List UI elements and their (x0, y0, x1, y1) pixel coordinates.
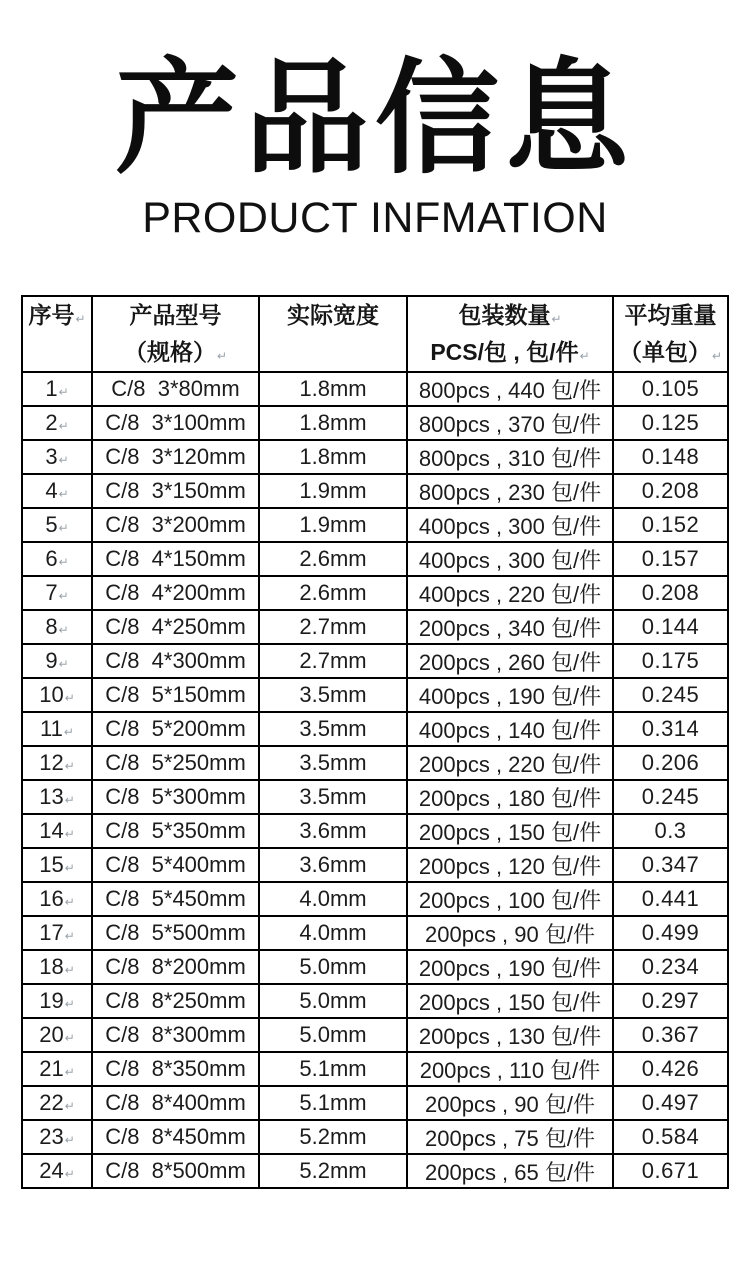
cell-width: 2.7mm (259, 644, 407, 678)
cell-width: 5.2mm (259, 1154, 407, 1188)
cell-serial (22, 1052, 92, 1086)
serial-value: 12 (39, 750, 64, 776)
cell-weight: 0.148 (613, 440, 728, 474)
table-row (22, 950, 728, 984)
table-row (22, 1052, 728, 1086)
cell-model: C/8 8*200mm (92, 950, 259, 984)
cell-model: C/8 8*300mm (92, 1018, 259, 1052)
cell-width: 2.6mm (259, 542, 407, 576)
table-row (22, 882, 728, 916)
serial-value: 5 (45, 512, 58, 538)
cell-weight: 0.367 (613, 1018, 728, 1052)
cell-serial (22, 848, 92, 882)
serial-value: 22 (39, 1090, 64, 1116)
product-spec-table (21, 295, 729, 1189)
paragraph-mark-icon: ↵ (58, 385, 69, 400)
cell-packing: 400pcs , 300 包/件 (407, 542, 613, 576)
table-row (22, 1120, 728, 1154)
cell-model: C/8 3*120mm (92, 440, 259, 474)
header-model-line1: 产品型号 (129, 302, 222, 329)
header-serial (22, 296, 92, 372)
cell-packing: 200pcs , 340 包/件 (407, 610, 613, 644)
cell-width: 3.5mm (259, 780, 407, 814)
cell-weight: 0.347 (613, 848, 728, 882)
cell-width: 1.9mm (259, 474, 407, 508)
cell-model: C/8 5*200mm (92, 712, 259, 746)
cell-packing: 400pcs , 300 包/件 (407, 508, 613, 542)
cell-weight: 0.245 (613, 678, 728, 712)
table-row (22, 474, 728, 508)
table-row (22, 610, 728, 644)
cell-width: 5.0mm (259, 950, 407, 984)
cell-width: 3.6mm (259, 814, 407, 848)
cell-weight: 0.497 (613, 1086, 728, 1120)
paragraph-mark-icon: ↵ (58, 589, 69, 604)
cell-serial (22, 678, 92, 712)
table-row (22, 644, 728, 678)
paragraph-mark-icon: ↵ (64, 1065, 75, 1080)
header-weight (613, 296, 728, 372)
table-row (22, 746, 728, 780)
cell-serial (22, 508, 92, 542)
cell-weight: 0.584 (613, 1120, 728, 1154)
cell-weight: 0.499 (613, 916, 728, 950)
table-row (22, 916, 728, 950)
paragraph-mark-icon: ↵ (64, 861, 75, 876)
paragraph-mark-icon: ↵ (58, 623, 69, 638)
cell-packing: 800pcs , 230 包/件 (407, 474, 613, 508)
serial-value: 6 (45, 546, 58, 572)
cell-packing: 200pcs , 190 包/件 (407, 950, 613, 984)
cell-model: C/8 5*150mm (92, 678, 259, 712)
cell-packing: 200pcs , 100 包/件 (407, 882, 613, 916)
serial-value: 10 (39, 682, 64, 708)
serial-value: 17 (39, 920, 64, 946)
cell-packing: 200pcs , 90 包/件 (407, 916, 613, 950)
cell-width: 5.1mm (259, 1086, 407, 1120)
table-row (22, 406, 728, 440)
cell-weight: 0.234 (613, 950, 728, 984)
serial-value: 20 (39, 1022, 64, 1048)
paragraph-mark-icon: ↵ (58, 419, 69, 434)
cell-weight: 0.206 (613, 746, 728, 780)
paragraph-mark-icon: ↵ (64, 759, 75, 774)
cell-width: 5.0mm (259, 1018, 407, 1052)
paragraph-mark-icon: ↵ (64, 895, 75, 910)
paragraph-mark-icon: ↵ (63, 725, 74, 740)
cell-serial (22, 950, 92, 984)
cell-packing: 400pcs , 220 包/件 (407, 576, 613, 610)
header-width-label: 实际宽度 (287, 302, 379, 329)
table-row (22, 542, 728, 576)
cell-serial (22, 1086, 92, 1120)
cell-serial (22, 610, 92, 644)
cell-width: 4.0mm (259, 916, 407, 950)
cell-width: 2.7mm (259, 610, 407, 644)
paragraph-mark-icon: ↵ (551, 312, 562, 327)
paragraph-mark-icon: ↵ (64, 997, 75, 1012)
cell-model: C/8 4*150mm (92, 542, 259, 576)
serial-value: 15 (39, 852, 64, 878)
cell-width: 1.8mm (259, 440, 407, 474)
serial-value: 19 (39, 988, 64, 1014)
cell-model: C/8 5*300mm (92, 780, 259, 814)
paragraph-mark-icon: ↵ (64, 691, 75, 706)
cell-packing: 200pcs , 150 包/件 (407, 984, 613, 1018)
cell-weight: 0.245 (613, 780, 728, 814)
cell-width: 4.0mm (259, 882, 407, 916)
table-row (22, 508, 728, 542)
serial-value: 13 (39, 784, 64, 810)
cell-width: 5.0mm (259, 984, 407, 1018)
cell-model: C/8 3*100mm (92, 406, 259, 440)
cell-serial (22, 644, 92, 678)
page-title-chinese: 产品信息 (114, 46, 635, 191)
cell-packing: 800pcs , 440 包/件 (407, 372, 613, 406)
paragraph-mark-icon: ↵ (64, 963, 75, 978)
cell-width: 5.2mm (259, 1120, 407, 1154)
cell-serial (22, 474, 92, 508)
page-title-english: PRODUCT INFMATION (142, 194, 608, 243)
header-packing-line1: 包装数量 (458, 302, 551, 329)
serial-value: 23 (39, 1124, 64, 1150)
serial-value: 24 (39, 1158, 64, 1184)
table-row (22, 1154, 728, 1188)
cell-weight: 0.314 (613, 712, 728, 746)
table-row (22, 440, 728, 474)
header-model-line2: （规格） (123, 339, 216, 366)
header-serial-label: 序号 (28, 302, 75, 329)
serial-value: 7 (45, 580, 58, 606)
cell-serial (22, 1018, 92, 1052)
cell-serial (22, 542, 92, 576)
paragraph-mark-icon: ↵ (75, 312, 86, 327)
cell-serial (22, 882, 92, 916)
paragraph-mark-icon: ↵ (58, 453, 69, 468)
table-row (22, 984, 728, 1018)
paragraph-mark-icon: ↵ (64, 1031, 75, 1046)
cell-packing: 800pcs , 370 包/件 (407, 406, 613, 440)
header-weight-line2: （单包） (618, 339, 711, 366)
cell-serial (22, 780, 92, 814)
cell-weight: 0.157 (613, 542, 728, 576)
cell-serial (22, 746, 92, 780)
cell-weight: 0.671 (613, 1154, 728, 1188)
serial-value: 4 (45, 478, 58, 504)
cell-serial (22, 1120, 92, 1154)
cell-weight: 0.105 (613, 372, 728, 406)
cell-model: C/8 4*200mm (92, 576, 259, 610)
cell-weight: 0.175 (613, 644, 728, 678)
cell-model: C/8 8*500mm (92, 1154, 259, 1188)
cell-width: 5.1mm (259, 1052, 407, 1086)
cell-packing: 400pcs , 190 包/件 (407, 678, 613, 712)
cell-serial (22, 576, 92, 610)
cell-width: 3.5mm (259, 746, 407, 780)
cell-packing: 200pcs , 120 包/件 (407, 848, 613, 882)
cell-model: C/8 8*400mm (92, 1086, 259, 1120)
cell-serial (22, 372, 92, 406)
serial-value: 2 (45, 410, 58, 436)
cell-model: C/8 5*400mm (92, 848, 259, 882)
cell-model: C/8 3*80mm (92, 372, 259, 406)
cell-model: C/8 5*500mm (92, 916, 259, 950)
cell-width: 1.9mm (259, 508, 407, 542)
cell-width: 2.6mm (259, 576, 407, 610)
cell-packing: 200pcs , 130 包/件 (407, 1018, 613, 1052)
header-packing (407, 296, 613, 372)
table-row (22, 848, 728, 882)
serial-value: 1 (45, 376, 58, 402)
cell-serial (22, 916, 92, 950)
paragraph-mark-icon: ↵ (64, 1133, 75, 1148)
cell-serial (22, 984, 92, 1018)
paragraph-mark-icon: ↵ (58, 657, 69, 672)
table-body (22, 372, 728, 1188)
paragraph-mark-icon: ↵ (64, 1099, 75, 1114)
cell-width: 3.5mm (259, 712, 407, 746)
cell-model: C/8 8*350mm (92, 1052, 259, 1086)
cell-model: C/8 3*200mm (92, 508, 259, 542)
cell-serial (22, 440, 92, 474)
serial-value: 21 (39, 1056, 64, 1082)
table-row (22, 576, 728, 610)
cell-model: C/8 4*250mm (92, 610, 259, 644)
header-packing-line2: PCS/包 , 包/件 (430, 339, 579, 366)
cell-packing: 200pcs , 90 包/件 (407, 1086, 613, 1120)
table-header-row (22, 296, 728, 372)
cell-packing: 800pcs , 310 包/件 (407, 440, 613, 474)
cell-packing: 200pcs , 150 包/件 (407, 814, 613, 848)
cell-weight: 0.441 (613, 882, 728, 916)
cell-weight: 0.152 (613, 508, 728, 542)
serial-value: 18 (39, 954, 64, 980)
cell-model: C/8 4*300mm (92, 644, 259, 678)
serial-value: 3 (45, 444, 58, 470)
serial-value: 14 (39, 818, 64, 844)
paragraph-mark-icon: ↵ (58, 555, 69, 570)
header-weight-line1: 平均重量 (624, 302, 717, 329)
paragraph-mark-icon: ↵ (58, 487, 69, 502)
table-row (22, 1086, 728, 1120)
paragraph-mark-icon: ↵ (58, 521, 69, 536)
paragraph-mark-icon: ↵ (711, 349, 723, 364)
cell-weight: 0.426 (613, 1052, 728, 1086)
cell-packing: 200pcs , 65 包/件 (407, 1154, 613, 1188)
cell-width: 1.8mm (259, 406, 407, 440)
cell-packing: 200pcs , 260 包/件 (407, 644, 613, 678)
table-row (22, 712, 728, 746)
cell-weight: 0.208 (613, 576, 728, 610)
cell-serial (22, 712, 92, 746)
cell-serial (22, 1154, 92, 1188)
cell-weight: 0.208 (613, 474, 728, 508)
paragraph-mark-icon: ↵ (64, 827, 75, 842)
serial-value: 8 (45, 614, 58, 640)
serial-value: 16 (39, 886, 64, 912)
cell-weight: 0.3 (613, 814, 728, 848)
table-row (22, 372, 728, 406)
table-row (22, 1018, 728, 1052)
cell-weight: 0.125 (613, 406, 728, 440)
cell-packing: 400pcs , 140 包/件 (407, 712, 613, 746)
cell-model: C/8 8*250mm (92, 984, 259, 1018)
cell-packing: 200pcs , 180 包/件 (407, 780, 613, 814)
cell-model: C/8 5*450mm (92, 882, 259, 916)
cell-width: 3.6mm (259, 848, 407, 882)
paragraph-mark-icon: ↵ (64, 1167, 75, 1182)
cell-serial (22, 406, 92, 440)
cell-model: C/8 5*350mm (92, 814, 259, 848)
cell-model: C/8 8*450mm (92, 1120, 259, 1154)
cell-model: C/8 3*150mm (92, 474, 259, 508)
cell-packing: 200pcs , 75 包/件 (407, 1120, 613, 1154)
cell-width: 3.5mm (259, 678, 407, 712)
cell-weight: 0.144 (613, 610, 728, 644)
header-model (92, 296, 259, 372)
cell-width: 1.8mm (259, 372, 407, 406)
paragraph-mark-icon: ↵ (216, 349, 228, 364)
cell-model: C/8 5*250mm (92, 746, 259, 780)
table-row (22, 814, 728, 848)
paragraph-mark-icon: ↵ (64, 793, 75, 808)
cell-packing: 200pcs , 220 包/件 (407, 746, 613, 780)
cell-packing: 200pcs , 110 包/件 (407, 1052, 613, 1086)
table-row (22, 678, 728, 712)
cell-weight: 0.297 (613, 984, 728, 1018)
serial-value: 11 (40, 716, 63, 742)
table-row (22, 780, 728, 814)
header-width (259, 296, 407, 372)
cell-serial (22, 814, 92, 848)
serial-value: 9 (45, 648, 58, 674)
paragraph-mark-icon: ↵ (64, 929, 75, 944)
paragraph-mark-icon: ↵ (579, 349, 590, 364)
